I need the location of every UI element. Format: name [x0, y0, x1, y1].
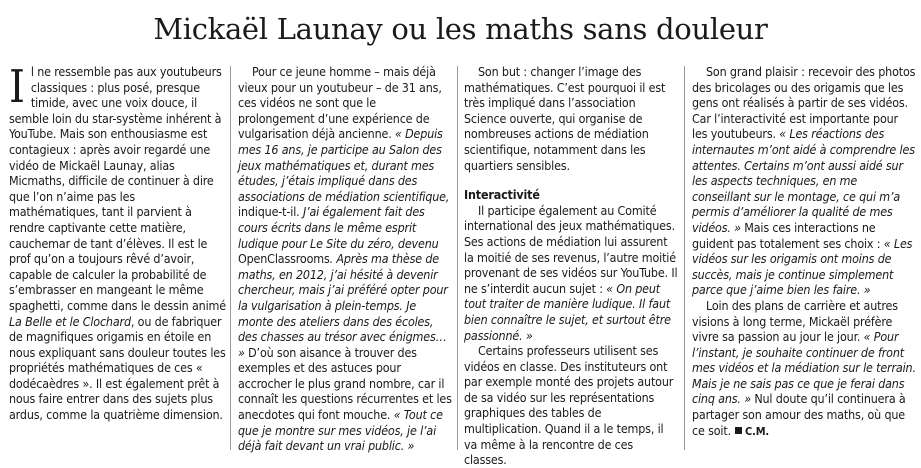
text-run: D’où son aisance à trouver des exemples et des astuces pour accrocher le plus grand nombre, car il connaît les questions récurrentes et les anecdotes qui font mouche.	[238, 344, 452, 423]
paragraph: Son but : changer l’image des mathématiques. C’est pourquoi il est très impliqué dans l’association Science ouverte, qui organise de nombreuses actions de médiation scientifique, notamment dans les quartiers sensibles.	[464, 64, 666, 173]
article-column-3	[464, 64, 678, 468]
quote: J’ai également fait des cours écrits dans le même esprit ludique pour Le Site du zéro, devenu	[238, 204, 439, 251]
paragraph	[692, 298, 916, 439]
text-run: Pour ce jeune homme – mais déjà vieux pour un youtubeur – de 31 ans, ces vidéos ne sont que le prolongement d’une expérience de vulgarisation déjà ancienne.	[238, 64, 442, 142]
column-divider	[684, 66, 685, 450]
paragraph: Certains professeurs utilisent ses vidéos en classe. Des instituteurs ont par exemple monté des projets autour de sa vidéo sur les représentations graphiques des tables de multiplication. Quand il a le temps, il va même à la rencontre de ces classes.	[464, 343, 674, 468]
quote: . Après ma thèse de maths, en 2012, j’ai hésité à devenir chercheur, mais j’ai préféré opter pour la vulgarisation à plein-temps. Je monte des ateliers dans des écoles, des chasses au trésor avec énigmes… »	[238, 251, 448, 360]
article-column-2	[238, 64, 452, 452]
quote: « Les réactions des internautes m’ont aidé à comprendre les attentes. Certains m’ont aussi aidé sur les aspects techniques, en me conseillant sur le montage, ce qui m’a permis d’améliorer la qualité de mes vidéos. »	[692, 126, 915, 235]
column-divider	[230, 66, 231, 450]
paragraph	[238, 64, 452, 454]
column-divider	[457, 66, 458, 450]
text-run: Loin des plans de carrière et autres visions à long terme, Mickaël préfère vivre sa passion au jour le jour.	[692, 297, 898, 345]
quote: « Pour l’instant, je souhaite continuer de front mes vidéos et la médiation sur le terrain. Mais je ne sais pas ce que je ferai dans cinq ans. »	[692, 329, 916, 407]
end-mark-square-icon	[735, 427, 742, 434]
quote: « Depuis mes 16 ans, je participe au Salon des jeux mathématiques et, durant mes études, j’étais impliqué dans des associations de médiation scientifique,	[238, 126, 450, 204]
text-run: Mais ces interactions ne guident pas totalement ses choix :	[692, 219, 884, 251]
quote: « Tout ce que je montre sur mes vidéos, je l’ai déjà fait devant un vrai public. »	[238, 407, 443, 454]
paragraph	[692, 64, 916, 298]
article-column-4	[692, 64, 916, 452]
quote: « Les vidéos sur les origamis ont moins de succès, mais je continue simplement parce que j’aime bien les faire. »	[692, 235, 913, 298]
drop-cap: I	[9, 60, 25, 113]
article-column-1	[9, 60, 227, 452]
subheading: Interactivité	[464, 187, 540, 203]
text-run: OpenClassrooms	[238, 251, 330, 267]
text-run: Il participe également au Comité international des jeux mathématiques. Ses actions de médiation lui assurent la moitié de ses revenus, l’autre moitié provenant de ses vidéos sur YouTube. Il ne s’interdit aucun sujet :	[464, 202, 678, 296]
text-run: indique-t-il.	[238, 204, 303, 220]
paragraph	[9, 60, 227, 423]
article-title: Mickaël Launay ou les maths sans douleur	[153, 12, 768, 46]
author-signature: C.M.	[744, 424, 770, 438]
text-run: Son grand plaisir : recevoir des photos des bricolages ou des origamis que les gens ont réalisés à partir de ses vidéos. Car l’interactivité est importante pour les youtubeurs.	[692, 64, 916, 142]
quote: « On peut tout traiter de manière ludique. Il faut bien connaître le sujet, et surtout être passionné. »	[464, 280, 671, 343]
text-run: l ne ressemble pas aux youtubeurs classiques : plus posé, presque timide, avec une voix douce, il semble loin du star-système inhérent à YouTube. Mais son enthousiasme est contagieux : après avoir regardé une vidéo de Mickaël Launay, alias Micmaths, difficile de continuer à dire que l’on n’aime pas les mathématiques, tant il parvient à rendre captivante cette matière, cauchemar de tant d’élèves. Il est le prof qu’on a toujours rêvé d’avoir, capable de calculer la probabilité de s’embrasser en mangeant le même spaghetti, comme dans le dessin animé	[9, 64, 226, 313]
paragraph	[464, 203, 678, 343]
italic-title: La Belle et le Clochard	[9, 313, 131, 329]
text-run: Nul doute qu’il continuera à partager son amour des maths, où que ce soit.	[692, 391, 906, 438]
text-run: , ou de fabriquer de magnifiques origamis en étoile en nous expliquant sans douleur toutes les propriétés mathématiques de ces « dodécaèdres ». Il est également prêt à nous faire entrer dans des sujets plus ardus, comme la quatrième dimension.	[9, 313, 226, 423]
